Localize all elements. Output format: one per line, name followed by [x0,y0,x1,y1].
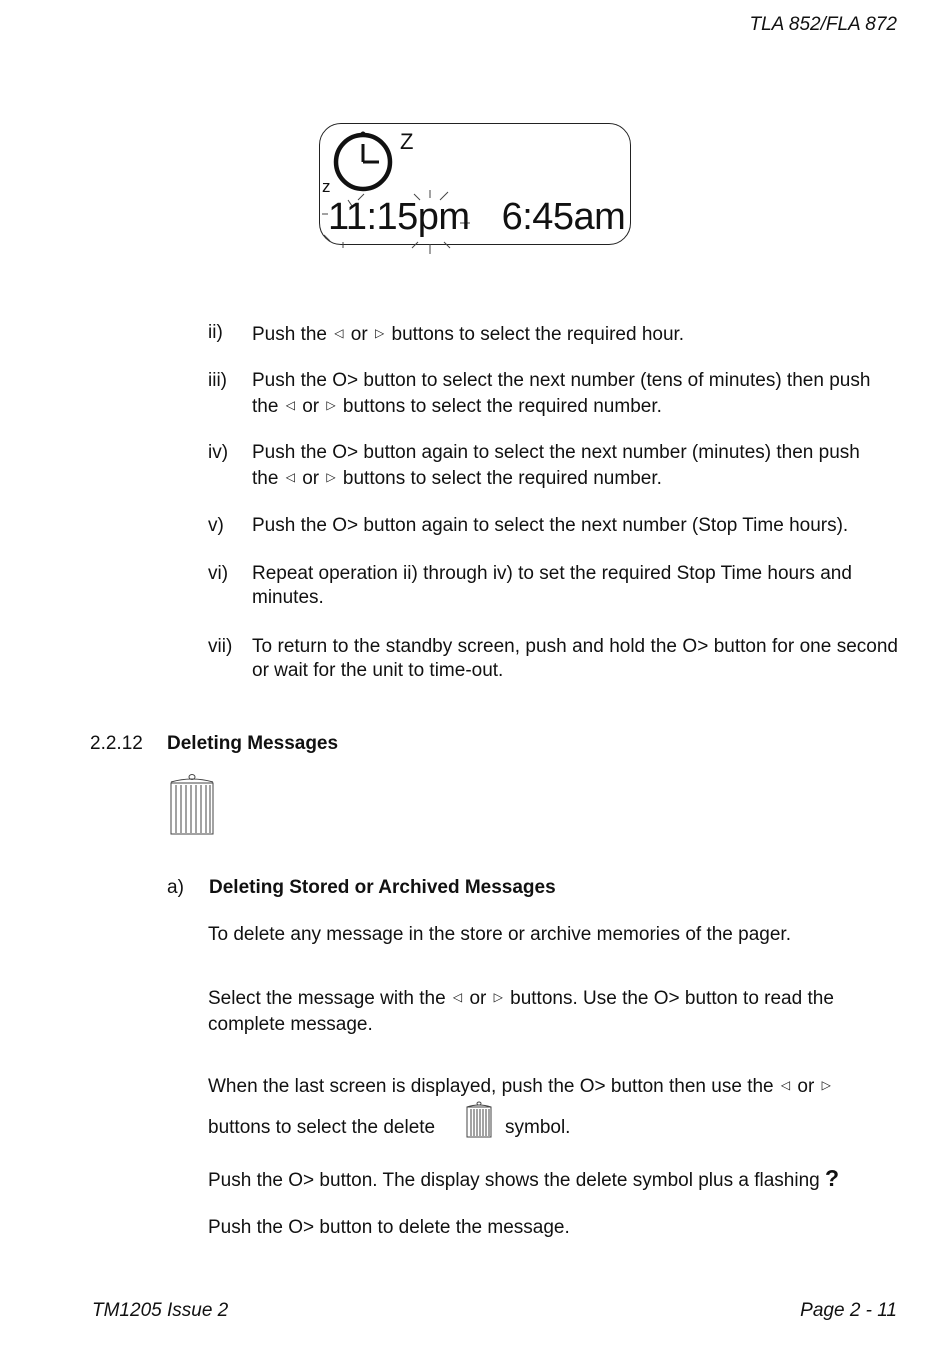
right-triangle-icon: ▷ [326,470,336,484]
step-iii [208,369,898,417]
clock-icon [332,129,402,199]
step-v [208,514,898,538]
step-number: v) [208,515,224,536]
symbol-word: symbol. [505,1117,571,1138]
step-number: vii) [208,636,233,657]
paragraph-flashing: Push the O> button. The display shows the delete symbol plus a flashing ? [208,1165,840,1191]
footer-page-number: Page 2 - 11 [800,1300,897,1321]
right-triangle-icon: ▷ [326,398,336,412]
step-text: Repeat operation ii) through iv) to set the required Stop Time hours and minutes. [252,563,852,608]
pager-display [319,123,631,245]
paragraph-last-screen: When the last screen is displayed, push the O> button then use the ◁ or ▷ [208,1072,898,1100]
paragraph-intro: To delete any message in the store or archive memories of the pager. [208,924,791,945]
trash-can-icon [168,773,216,837]
right-triangle-icon: ▷ [821,1078,831,1092]
left-triangle-icon: ◁ [452,990,463,1004]
left-triangle-icon: ◁ [780,1078,791,1092]
trash-can-icon [465,1101,493,1139]
start-time: 11:15pm [328,196,470,238]
step-number: ii) [208,322,223,343]
stop-time: 6:45am [501,196,626,238]
step-text: Push the ◁ or ▷ buttons to select the required hour. [252,321,898,347]
footer-doc-issue: TM1205 Issue 2 [92,1300,229,1321]
left-triangle-icon: ◁ [334,326,344,340]
snooze-z-small: z [322,177,331,196]
left-triangle-icon: ◁ [285,398,295,412]
step-number: vi) [208,563,229,584]
section-number: 2.2.12 [90,733,143,754]
step-vi [208,562,898,610]
step-text: Push the O> button again to select the next number (Stop Time hours). [252,515,849,536]
snooze-z-large: Z [400,129,414,154]
step-text: To return to the standby screen, push and hold the O> button for one second or wait for the unit to time-out. [252,636,898,681]
left-triangle-icon: ◁ [285,470,295,484]
subsection-title: Deleting Stored or Archived Messages [209,877,556,898]
step-vii [208,635,898,683]
step-ii [208,321,898,345]
document-id: TLA 852/FLA 872 [749,14,897,35]
paragraph-select: Select the message with the ◁ or ▷ buttons. Use the O> button to read the complete message. [208,984,898,1038]
flashing-question-mark: ? [825,1165,840,1191]
paragraph-delete-message: Push the O> button to delete the message. [208,1217,570,1238]
lcd-time-readout [328,196,625,239]
subsection-letter: a) [167,877,184,898]
section-title: Deleting Messages [167,733,339,754]
right-triangle-icon: ▷ [493,990,503,1004]
paragraph-delete-symbol: buttons to select the delete [208,1117,436,1138]
step-text: Push the O> button to select the next number (tens of minutes) then push the ◁ or ▷ buttons to select the required number. [252,370,871,417]
step-iv [208,441,898,489]
step-text: Push the O> button again to select the next number (minutes) then push the ◁ or ▷ buttons to select the required number. [252,442,860,489]
step-number: iii) [208,370,227,391]
right-triangle-icon: ▷ [374,326,385,340]
step-number: iv) [208,442,229,463]
